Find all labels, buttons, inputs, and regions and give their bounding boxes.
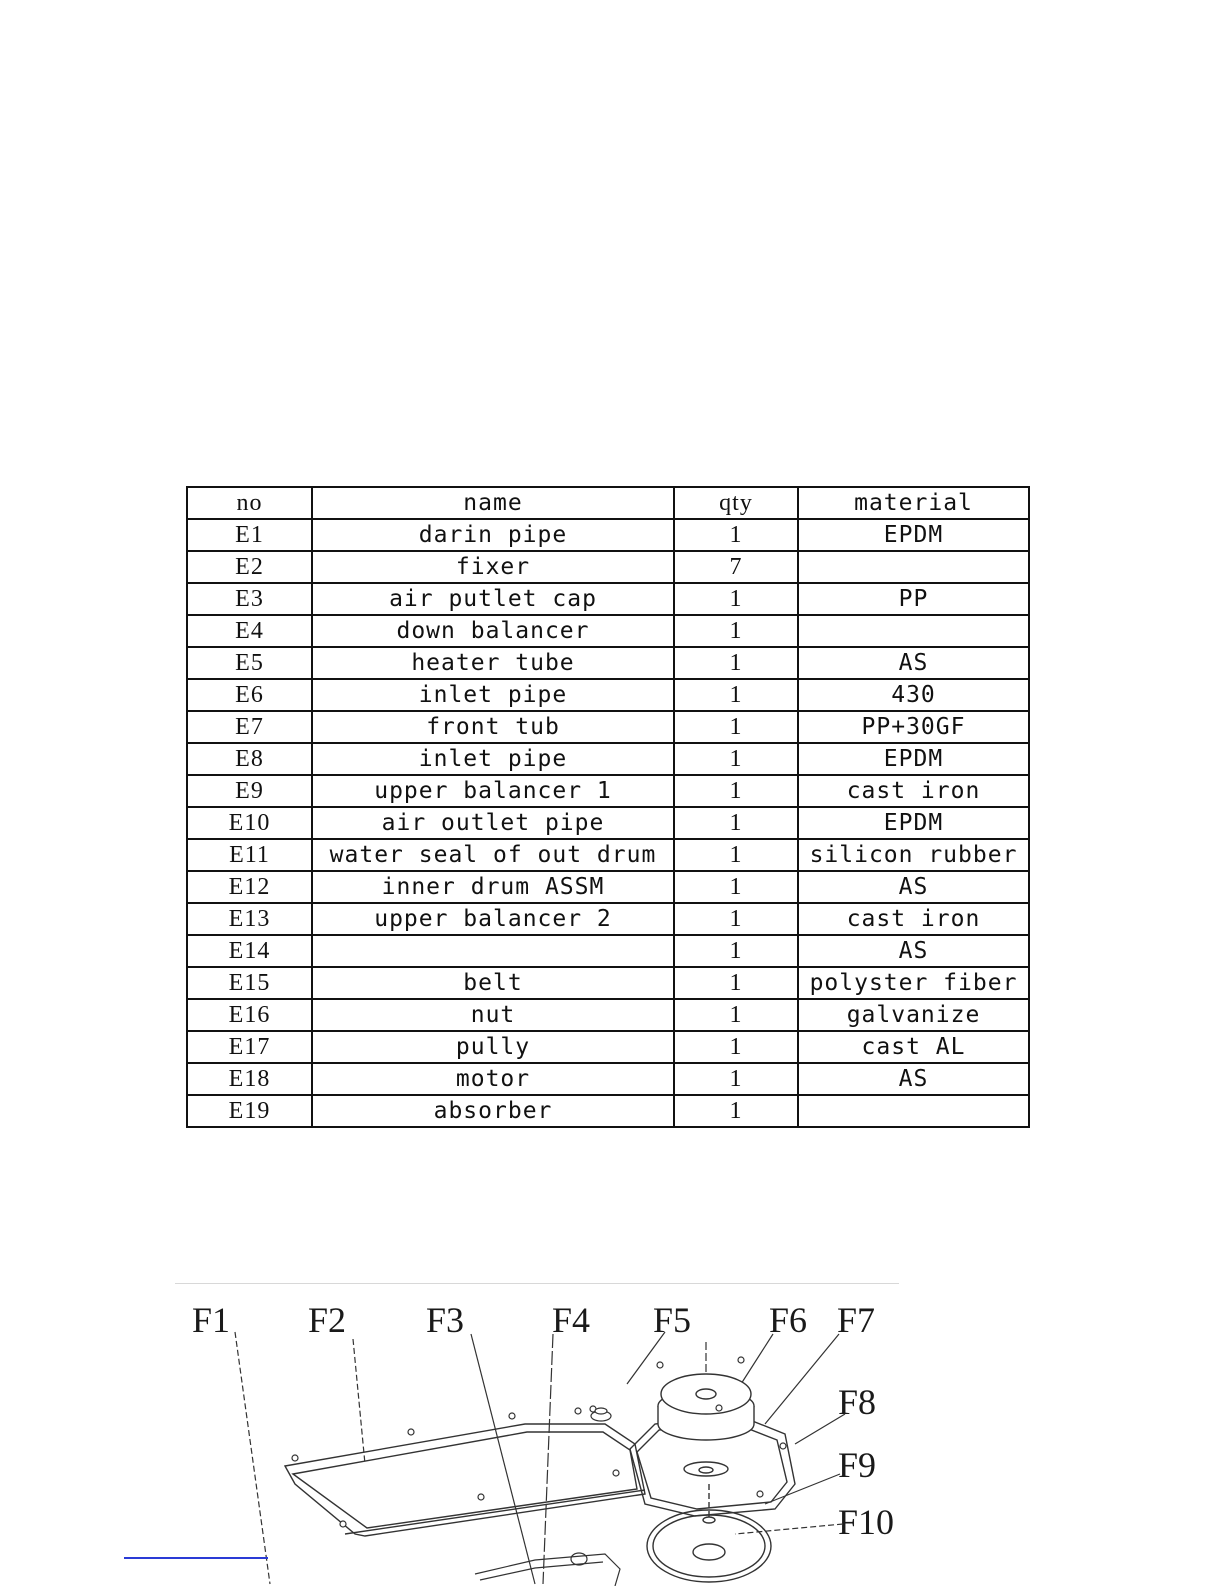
column-header-qty: qty xyxy=(674,487,798,519)
table-row xyxy=(187,871,1029,903)
cell-material: polyster fiber xyxy=(798,967,1029,999)
cell-no: E19 xyxy=(187,1095,312,1127)
cell-no: E17 xyxy=(187,1031,312,1063)
table-header-row xyxy=(187,487,1029,519)
cell-material: 430 xyxy=(798,679,1029,711)
cell-qty: 1 xyxy=(674,615,798,647)
table-row xyxy=(187,999,1029,1031)
cell-name: air putlet cap xyxy=(312,583,674,615)
cell-no: E15 xyxy=(187,967,312,999)
callout-label: F1 xyxy=(192,1300,231,1340)
cell-no: E6 xyxy=(187,679,312,711)
cell-no: E7 xyxy=(187,711,312,743)
cell-no: E13 xyxy=(187,903,312,935)
cell-name: darin pipe xyxy=(312,519,674,551)
column-header-material: material xyxy=(798,487,1029,519)
cell-name: absorber xyxy=(312,1095,674,1127)
callout-label: F9 xyxy=(838,1445,877,1485)
cell-no: E1 xyxy=(187,519,312,551)
cell-material: AS xyxy=(798,871,1029,903)
callout-label: F5 xyxy=(653,1300,692,1340)
cell-material: PP+30GF xyxy=(798,711,1029,743)
cell-qty: 1 xyxy=(674,519,798,551)
cell-name: belt xyxy=(312,967,674,999)
cell-material: AS xyxy=(798,1063,1029,1095)
table-row xyxy=(187,647,1029,679)
cell-no: E3 xyxy=(187,583,312,615)
cell-name: air outlet pipe xyxy=(312,807,674,839)
diagram-drawing xyxy=(175,1284,899,1586)
cell-qty: 1 xyxy=(674,807,798,839)
leader-lines xyxy=(235,1332,845,1584)
cell-material: cast iron xyxy=(798,775,1029,807)
cell-qty: 1 xyxy=(674,1031,798,1063)
cell-name: upper balancer 1 xyxy=(312,775,674,807)
cell-no: E12 xyxy=(187,871,312,903)
table-row xyxy=(187,551,1029,583)
callout-label: F6 xyxy=(769,1300,808,1340)
table-row xyxy=(187,1063,1029,1095)
cell-material xyxy=(798,551,1029,583)
cell-name: inlet pipe xyxy=(312,743,674,775)
column-header-name: name xyxy=(312,487,674,519)
cell-qty: 1 xyxy=(674,647,798,679)
parts-table-body xyxy=(187,487,1029,1127)
cell-no: E2 xyxy=(187,551,312,583)
pulley-part xyxy=(647,1484,771,1582)
cell-name: pully xyxy=(312,1031,674,1063)
cell-material: EPDM xyxy=(798,807,1029,839)
cell-qty: 1 xyxy=(674,1095,798,1127)
callout-label: F7 xyxy=(837,1300,876,1340)
cell-name: fixer xyxy=(312,551,674,583)
cell-qty: 7 xyxy=(674,551,798,583)
cell-no: E14 xyxy=(187,935,312,967)
table-row xyxy=(187,679,1029,711)
cell-material: AS xyxy=(798,935,1029,967)
cell-material: AS xyxy=(798,647,1029,679)
cell-name: down balancer xyxy=(312,615,674,647)
table-row xyxy=(187,519,1029,551)
cell-no: E5 xyxy=(187,647,312,679)
cell-name: inlet pipe xyxy=(312,679,674,711)
table-row xyxy=(187,839,1029,871)
cell-name xyxy=(312,935,674,967)
table-row xyxy=(187,583,1029,615)
cell-material: PP xyxy=(798,583,1029,615)
cell-no: E9 xyxy=(187,775,312,807)
cell-name: inner drum ASSM xyxy=(312,871,674,903)
top-disc-part xyxy=(658,1374,754,1476)
callout-label: F3 xyxy=(426,1300,465,1340)
table-row xyxy=(187,903,1029,935)
table-row xyxy=(187,743,1029,775)
cell-material: silicon rubber xyxy=(798,839,1029,871)
cell-name: nut xyxy=(312,999,674,1031)
exploded-parts-diagram xyxy=(175,1283,899,1586)
cell-name: front tub xyxy=(312,711,674,743)
cell-no: E4 xyxy=(187,615,312,647)
cell-qty: 1 xyxy=(674,679,798,711)
column-header-no: no xyxy=(187,487,312,519)
cell-no: E11 xyxy=(187,839,312,871)
cell-name: motor xyxy=(312,1063,674,1095)
cell-material xyxy=(798,615,1029,647)
cell-no: E18 xyxy=(187,1063,312,1095)
cell-material: cast AL xyxy=(798,1031,1029,1063)
cell-no: E8 xyxy=(187,743,312,775)
cell-qty: 1 xyxy=(674,935,798,967)
table-row xyxy=(187,775,1029,807)
cell-qty: 1 xyxy=(674,775,798,807)
table-row xyxy=(187,711,1029,743)
callout-label: F2 xyxy=(308,1300,347,1340)
callout-label: F4 xyxy=(552,1300,591,1340)
callout-label: F8 xyxy=(838,1382,877,1422)
cell-qty: 1 xyxy=(674,839,798,871)
cell-qty: 1 xyxy=(674,999,798,1031)
cell-qty: 1 xyxy=(674,871,798,903)
cell-no: E10 xyxy=(187,807,312,839)
callout-label: F10 xyxy=(838,1502,895,1542)
cell-qty: 1 xyxy=(674,1063,798,1095)
table-row xyxy=(187,935,1029,967)
cell-name: water seal of out drum xyxy=(312,839,674,871)
cell-material xyxy=(798,1095,1029,1127)
table-row xyxy=(187,1095,1029,1127)
cell-material: EPDM xyxy=(798,519,1029,551)
cell-material: cast iron xyxy=(798,903,1029,935)
cell-material: EPDM xyxy=(798,743,1029,775)
cell-qty: 1 xyxy=(674,967,798,999)
parts-table xyxy=(186,486,1030,1128)
cell-qty: 1 xyxy=(674,711,798,743)
cell-name: heater tube xyxy=(312,647,674,679)
table-row xyxy=(187,807,1029,839)
cell-qty: 1 xyxy=(674,583,798,615)
top-panel-part xyxy=(285,1424,645,1536)
cell-qty: 1 xyxy=(674,743,798,775)
footer-link-underline[interactable] xyxy=(124,1557,268,1559)
cell-no: E16 xyxy=(187,999,312,1031)
table-row xyxy=(187,615,1029,647)
cell-name: upper balancer 2 xyxy=(312,903,674,935)
cell-qty: 1 xyxy=(674,903,798,935)
cell-material: galvanize xyxy=(798,999,1029,1031)
table-row xyxy=(187,967,1029,999)
table-row xyxy=(187,1031,1029,1063)
lower-bracket xyxy=(475,1553,620,1586)
